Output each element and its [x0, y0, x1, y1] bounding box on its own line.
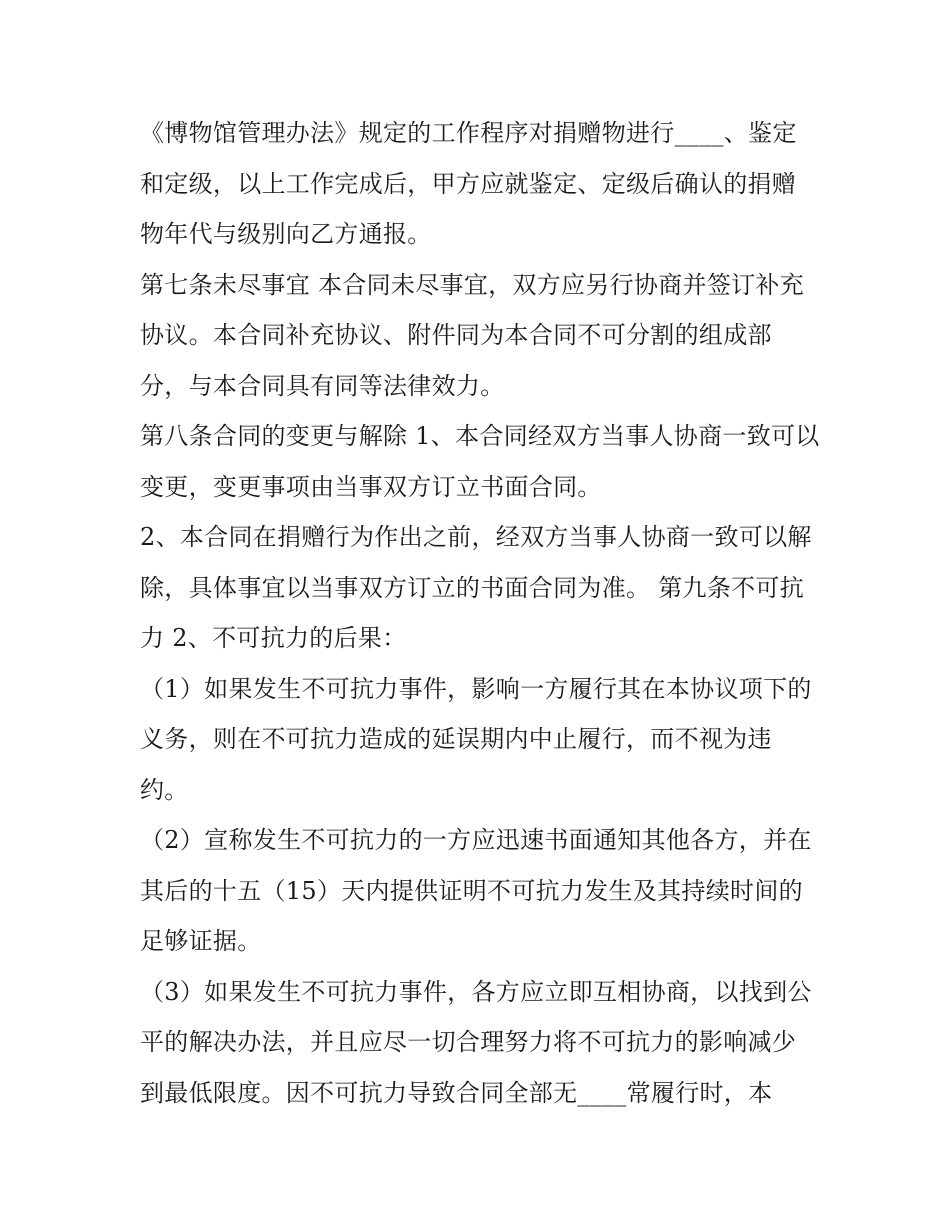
paragraph-article-8-item-2: 2、本合同在捐赠行为作出之前，经双方当事人协商一致可以解除，具体事宜以当事双方订立的书面合同为准。 第九条不可抗力 2、不可抗力的后果： — [140, 523, 812, 652]
paragraph-article-8: 第八条合同的变更与解除 1、本合同经双方当事人协商一致可以变更，变更事项由当事双方订立书面合同。 — [140, 422, 820, 501]
paragraph-force-majeure-3: （3）如果发生不可抗力事件，各方应立即互相协商，以找到公平的解决办法，并且应尽一切合理努力将不可抗力的影响减少到最低限度。因不可抗力导致合同全部无____常履行时，本 — [140, 977, 812, 1107]
document-body — [140, 108, 820, 1118]
paragraph-donation-appraisal: 《博物馆管理办法》规定的工作程序对捐赠物进行____、鉴定和定级，以上工作完成后，甲方应就鉴定、定级后确认的捐赠物年代与级别向乙方通报。 — [140, 119, 797, 248]
paragraph-article-7: 第七条未尽事宜 本合同未尽事宜，双方应另行协商并签订补充协议。本合同补充协议、附件同为本合同不可分割的组成部分，与本合同具有同等法律效力。 — [140, 270, 805, 400]
paragraph-force-majeure-1: （1）如果发生不可抗力事件，影响一方履行其在本协议项下的义务，则在不可抗力造成的延误期内中止履行，而不视为违约。 — [140, 674, 812, 804]
paragraph-force-majeure-2: （2）宣称发生不可抗力的一方应迅速书面通知其他各方，并在其后的十五（15）天内提供证明不可抗力发生及其持续时间的足够证据。 — [140, 826, 812, 955]
